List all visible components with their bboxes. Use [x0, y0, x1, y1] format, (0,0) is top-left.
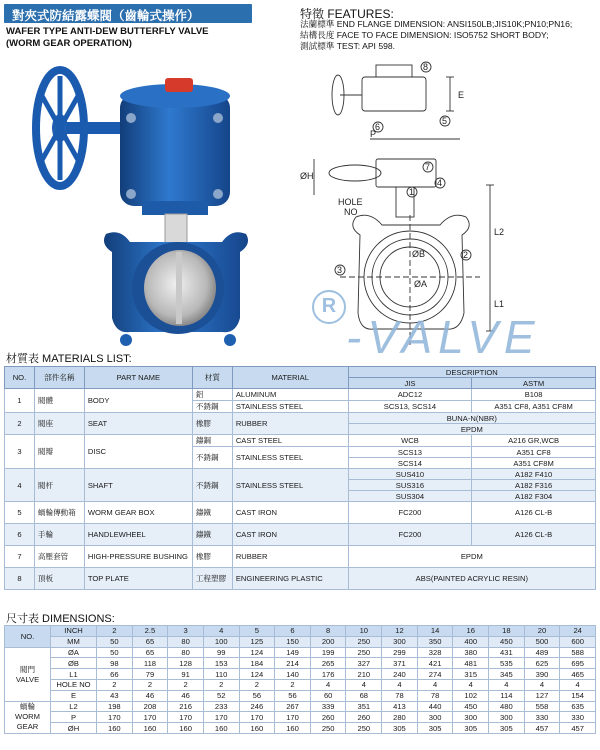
table-row: [5, 712, 596, 723]
cell-value: 300: [453, 712, 489, 723]
cell-value: 99: [203, 647, 239, 658]
cell-value: 450: [453, 701, 489, 712]
cell-astm: A216 GR,WCB: [472, 435, 596, 447]
cell-material: CAST IRON: [232, 502, 348, 524]
cell-inch: 24: [560, 626, 596, 637]
materials-table: [4, 366, 596, 590]
subtitle-line-1: WAFER TYPE ANTI-DEW BUTTERFLY VALVE: [6, 26, 209, 37]
cell-value: 588: [560, 647, 596, 658]
table-row: [5, 669, 596, 680]
table-row: [5, 568, 596, 590]
cell-value: 210: [346, 669, 382, 680]
cell-value: 327: [346, 658, 382, 669]
cell-value: 2: [97, 679, 133, 690]
cell-astm: A182 F410: [472, 469, 596, 480]
table-row: [5, 469, 596, 480]
table-row: [5, 636, 596, 647]
cell-value: 4: [310, 679, 346, 690]
cell-value: 413: [382, 701, 418, 712]
cell-no-label: NO.: [5, 626, 51, 648]
col-description: DESCRIPTION: [348, 367, 595, 378]
registered-mark-icon: R: [312, 290, 346, 324]
group-valve-en: VALVE: [15, 675, 40, 685]
features-list: [300, 19, 600, 52]
cell-value: 380: [453, 647, 489, 658]
cell-value: 170: [168, 712, 204, 723]
cell-mat-zh: 橡膠: [192, 413, 232, 435]
cell-mm: 600: [560, 636, 596, 647]
cell-astm: A351 CF8, A351 CF8M: [472, 401, 596, 413]
table-row: [5, 723, 596, 734]
cell-jis: ADC12: [348, 389, 472, 401]
cell-value: 246: [239, 701, 275, 712]
cell-astm: A182 F316: [472, 480, 596, 491]
cell-part-zh: 手輪: [34, 524, 84, 546]
table-row: [5, 435, 596, 447]
dim-label-b: ØB: [412, 249, 426, 259]
cell-part-zh: 蝸輪傳動箱: [34, 502, 84, 524]
cell-value: 184: [239, 658, 275, 669]
cell-mm: 400: [453, 636, 489, 647]
cell-value: 240: [382, 669, 418, 680]
cell-value: 198: [97, 701, 133, 712]
cell-value: 56: [275, 690, 311, 701]
cell-value: 305: [417, 723, 453, 734]
table-row: [5, 626, 596, 637]
cell-jis: SUS410: [348, 469, 472, 480]
cell-jis: FC200: [348, 524, 472, 546]
cell-value: 4: [524, 679, 560, 690]
cell-material: STAINLESS STEEL: [232, 401, 348, 413]
cell-part: SEAT: [84, 413, 192, 435]
cell-value: 176: [310, 669, 346, 680]
dim-label-l1: L1: [494, 299, 505, 309]
cell-value: 305: [453, 723, 489, 734]
cell-value: 170: [132, 712, 168, 723]
cell-value: 91: [168, 669, 204, 680]
callout-4: 4: [437, 178, 443, 188]
subtitle-line-2: (WORM GEAR OPERATION): [6, 38, 132, 49]
cell-value: 153: [203, 658, 239, 669]
cell-dim-label: L2: [51, 701, 97, 712]
cell-dim-label: E: [51, 690, 97, 701]
cell-astm: A126 CL-B: [472, 502, 596, 524]
cell-jis: SUS304: [348, 491, 472, 502]
cell-mm: 500: [524, 636, 560, 647]
cell-material: CAST STEEL: [232, 435, 348, 447]
cell-astm: A182 F304: [472, 491, 596, 502]
cell-part-zh: 閥杆: [34, 469, 84, 502]
cell-value: 214: [275, 658, 311, 669]
cell-value: 351: [346, 701, 382, 712]
feature-row: [300, 41, 600, 52]
cell-description: ABS(PAINTED ACRYLIC RESIN): [348, 568, 595, 590]
cell-material: RUBBER: [232, 546, 348, 568]
cell-value: 170: [239, 712, 275, 723]
cell-value: 124: [239, 669, 275, 680]
cell-value: 46: [168, 690, 204, 701]
valve-photo: [30, 56, 270, 346]
group-valve: [5, 647, 51, 701]
cell-value: 457: [524, 723, 560, 734]
cell-value: 140: [275, 669, 311, 680]
cell-value: 305: [382, 723, 418, 734]
cell-value: 78: [417, 690, 453, 701]
cell-mat-zh: 鑄鋼: [192, 435, 232, 447]
cell-mm: 250: [346, 636, 382, 647]
callout-8: 8: [423, 62, 429, 72]
dimensions-table: [4, 625, 596, 734]
cell-value: 56: [239, 690, 275, 701]
materials-title: 材質表 MATERIALS LIST:: [6, 353, 132, 365]
cell-inch: 4: [203, 626, 239, 637]
cell-dim-label: ØB: [51, 658, 97, 669]
cell-value: 160: [203, 723, 239, 734]
group-valve-zh: 閥門: [19, 665, 36, 675]
cell-mm: 100: [203, 636, 239, 647]
cell-mat-zh: 不銹鋼: [192, 401, 232, 413]
cell-value: 250: [310, 723, 346, 734]
cell-value: 635: [560, 701, 596, 712]
cell-value: 535: [489, 658, 525, 669]
cell-part-zh: 閥座: [34, 413, 84, 435]
cell-inch: 2: [97, 626, 133, 637]
cell-value: 4: [417, 679, 453, 690]
cell-value: 124: [239, 647, 275, 658]
cell-no: 8: [5, 568, 35, 590]
cell-no: 7: [5, 546, 35, 568]
cell-description: BUNA-N(NBR): [348, 413, 595, 424]
cell-value: 330: [524, 712, 560, 723]
col-part-zh: 部件名稱: [34, 367, 84, 389]
col-mat-zh: 材質: [192, 367, 232, 389]
cell-inch-label: INCH: [51, 626, 97, 637]
dim-label-e: E: [458, 90, 465, 100]
cell-value: 4: [346, 679, 382, 690]
dim-label-p: P: [370, 129, 377, 139]
dim-label-a: ØA: [414, 279, 428, 289]
table-row: [5, 546, 596, 568]
cell-mm: 65: [132, 636, 168, 647]
cell-value: 4: [560, 679, 596, 690]
cell-value: 160: [239, 723, 275, 734]
dimensions-title: 尺寸表 DIMENSIONS:: [6, 613, 115, 625]
cell-mm: 300: [382, 636, 418, 647]
cell-value: 2: [203, 679, 239, 690]
cell-value: 489: [524, 647, 560, 658]
cell-part-zh: 閥體: [34, 389, 84, 413]
cell-value: 78: [382, 690, 418, 701]
cell-value: 371: [382, 658, 418, 669]
cell-value: 127: [524, 690, 560, 701]
cell-inch: 20: [524, 626, 560, 637]
cell-astm: A351 CF8: [472, 447, 596, 458]
cell-value: 128: [168, 658, 204, 669]
cell-value: 118: [132, 658, 168, 669]
cell-jis: SUS316: [348, 480, 472, 491]
cell-value: 260: [346, 712, 382, 723]
cell-inch: 3: [168, 626, 204, 637]
cell-value: 274: [417, 669, 453, 680]
brand-watermark: -VALVE: [346, 311, 541, 363]
cell-jis: SCS14: [348, 458, 472, 469]
cell-value: 216: [168, 701, 204, 712]
cell-value: 345: [489, 669, 525, 680]
table-row: [5, 389, 596, 401]
cell-inch: 10: [346, 626, 382, 637]
cell-value: 280: [382, 712, 418, 723]
cell-value: 233: [203, 701, 239, 712]
cell-value: 79: [132, 669, 168, 680]
cell-value: 431: [489, 647, 525, 658]
col-jis: JIS: [348, 378, 472, 389]
feature-text: FACE TO FACE DIMENSION: ISO5752 SHORT BODY;: [336, 30, 549, 40]
group-gear-label: GEAR: [16, 722, 39, 732]
cell-value: 300: [417, 712, 453, 723]
cell-value: 154: [560, 690, 596, 701]
cell-inch: 2.5: [132, 626, 168, 637]
cell-mm: 350: [417, 636, 453, 647]
cell-value: 68: [346, 690, 382, 701]
col-material: MATERIAL: [232, 367, 348, 389]
table-row: [5, 524, 596, 546]
cell-value: 481: [453, 658, 489, 669]
cell-value: 160: [275, 723, 311, 734]
cell-inch: 16: [453, 626, 489, 637]
cell-mm: 150: [275, 636, 311, 647]
cell-material: STAINLESS STEEL: [232, 447, 348, 469]
cell-part: HIGH-PRESSURE BUSHING: [84, 546, 192, 568]
feature-row: [300, 30, 600, 41]
cell-value: 149: [275, 647, 311, 658]
cell-mm: 50: [97, 636, 133, 647]
cell-value: 4: [382, 679, 418, 690]
valve-body-icon: [104, 232, 248, 346]
cell-no: 6: [5, 524, 35, 546]
cell-value: 480: [489, 701, 525, 712]
cell-value: 2: [168, 679, 204, 690]
cell-dim-label: P: [51, 712, 97, 723]
cell-mm: 450: [489, 636, 525, 647]
cell-value: 421: [417, 658, 453, 669]
cell-value: 80: [168, 647, 204, 658]
cell-value: 305: [489, 723, 525, 734]
table-row: [5, 679, 596, 690]
cell-value: 2: [275, 679, 311, 690]
cell-inch: 12: [382, 626, 418, 637]
cell-part-zh: 頂板: [34, 568, 84, 590]
cell-jis: FC200: [348, 502, 472, 524]
cell-mat-zh: 鑄鐵: [192, 502, 232, 524]
cell-value: 300: [489, 712, 525, 723]
cell-mm: 125: [239, 636, 275, 647]
feature-label: 結構長度: [300, 30, 335, 40]
callout-2: 2: [463, 250, 469, 260]
cell-value: 558: [524, 701, 560, 712]
callout-7: 7: [425, 162, 431, 172]
feature-label: 法蘭標準: [300, 19, 335, 29]
cell-part: HANDLEWHEEL: [84, 524, 192, 546]
dim-label-hole: HOLE: [338, 197, 363, 207]
cell-value: 2: [239, 679, 275, 690]
cell-inch: 5: [239, 626, 275, 637]
cell-part: WORM GEAR BOX: [84, 502, 192, 524]
table-row: [5, 647, 596, 658]
cell-part-zh: 閥瓣: [34, 435, 84, 469]
feature-text: END FLANGE DIMENSION: ANSI150LB;JIS10K;PN10;PN16;: [336, 19, 573, 29]
cell-material: STAINLESS STEEL: [232, 469, 348, 502]
feature-label: 測試標準: [300, 41, 335, 51]
cell-value: 330: [560, 712, 596, 723]
cell-value: 65: [132, 647, 168, 658]
cell-value: 625: [524, 658, 560, 669]
cell-part: DISC: [84, 435, 192, 469]
page-title: 對夾式防結露蝶閥（齒輪式操作）: [4, 4, 252, 23]
table-row: [5, 658, 596, 669]
cell-value: 4: [453, 679, 489, 690]
cell-value: 208: [132, 701, 168, 712]
cell-value: 339: [310, 701, 346, 712]
cell-value: 2: [132, 679, 168, 690]
callout-5: 5: [442, 116, 448, 126]
cell-material: ENGINEERING PLASTIC: [232, 568, 348, 590]
cell-value: 265: [310, 658, 346, 669]
cell-dim-label: HOLE NO: [51, 679, 97, 690]
col-part: PART NAME: [84, 367, 192, 389]
cell-mat-zh: 不銹鋼: [192, 469, 232, 502]
cell-mat-zh: 鋁: [192, 389, 232, 401]
handwheel-icon: [36, 70, 130, 186]
cell-jis: WCB: [348, 435, 472, 447]
cell-description: EPDM: [348, 424, 595, 435]
cell-part: BODY: [84, 389, 192, 413]
cell-no: 1: [5, 389, 35, 413]
cell-value: 50: [97, 647, 133, 658]
table-row: [5, 413, 596, 424]
table-row: [5, 701, 596, 712]
cell-part-zh: 高壓套管: [34, 546, 84, 568]
group-gear-label: 蝸輪: [19, 702, 36, 712]
cell-dim-label: L1: [51, 669, 97, 680]
dim-label-no: NO: [344, 207, 358, 217]
feature-row: [300, 19, 600, 30]
cell-value: 102: [453, 690, 489, 701]
cell-value: 299: [382, 647, 418, 658]
dim-label-l2: L2: [494, 227, 505, 237]
cell-mat-zh: 工程塑膠: [192, 568, 232, 590]
cell-value: 110: [203, 669, 239, 680]
cell-description: EPDM: [348, 546, 595, 568]
cell-mm: 80: [168, 636, 204, 647]
cell-material: ALUMINUM: [232, 389, 348, 401]
cell-jis: SCS13, SCS14: [348, 401, 472, 413]
cell-value: 4: [489, 679, 525, 690]
cell-no: 3: [5, 435, 35, 469]
cell-mm-label: MM: [51, 636, 97, 647]
cell-value: 160: [132, 723, 168, 734]
cell-value: 114: [489, 690, 525, 701]
cell-value: 98: [97, 658, 133, 669]
cell-dim-label: ØA: [51, 647, 97, 658]
cell-value: 315: [453, 669, 489, 680]
cell-value: 66: [97, 669, 133, 680]
cell-value: 170: [97, 712, 133, 723]
group-worm-gear: [5, 701, 51, 733]
cell-value: 390: [524, 669, 560, 680]
cell-value: 250: [346, 647, 382, 658]
cell-inch: 8: [310, 626, 346, 637]
cell-value: 199: [310, 647, 346, 658]
table-row: [5, 690, 596, 701]
col-astm: ASTM: [472, 378, 596, 389]
cell-mat-zh: 鑄鐵: [192, 524, 232, 546]
features-heading: 特徵 FEATURES:: [300, 7, 394, 21]
callout-3: 3: [337, 265, 343, 275]
cell-astm: B108: [472, 389, 596, 401]
cell-value: 695: [560, 658, 596, 669]
cell-material: CAST IRON: [232, 524, 348, 546]
cell-mm: 200: [310, 636, 346, 647]
cell-value: 160: [168, 723, 204, 734]
callout-6: 6: [375, 122, 381, 132]
cell-value: 328: [417, 647, 453, 658]
cell-material: RUBBER: [232, 413, 348, 435]
col-no: NO.: [5, 367, 35, 389]
callout-1: 1: [409, 187, 415, 197]
table-row: [5, 502, 596, 524]
cell-value: 465: [560, 669, 596, 680]
cell-dim-label: ØH: [51, 723, 97, 734]
cell-astm: A351 CF8M: [472, 458, 596, 469]
cell-value: 170: [203, 712, 239, 723]
cell-no: 4: [5, 469, 35, 502]
product-subtitle: [6, 26, 266, 50]
cell-mat-zh: 橡膠: [192, 546, 232, 568]
cell-inch: 6: [275, 626, 311, 637]
group-gear-label: WORM: [15, 712, 40, 722]
cell-part: SHAFT: [84, 469, 192, 502]
cell-part: TOP PLATE: [84, 568, 192, 590]
dim-label-h: ØH: [300, 171, 314, 181]
cell-value: 440: [417, 701, 453, 712]
cell-astm: A126 CL-B: [472, 524, 596, 546]
cell-value: 46: [132, 690, 168, 701]
cell-mat-zh: 不銹鋼: [192, 447, 232, 469]
feature-text: TEST: API 598.: [336, 41, 396, 51]
cell-value: 43: [97, 690, 133, 701]
cell-value: 52: [203, 690, 239, 701]
cell-no: 5: [5, 502, 35, 524]
cell-value: 260: [310, 712, 346, 723]
cell-value: 160: [97, 723, 133, 734]
cell-no: 2: [5, 413, 35, 435]
cell-inch: 18: [489, 626, 525, 637]
cell-jis: SCS13: [348, 447, 472, 458]
cell-inch: 14: [417, 626, 453, 637]
cell-value: 60: [310, 690, 346, 701]
cell-value: 170: [275, 712, 311, 723]
cell-value: 457: [560, 723, 596, 734]
cell-value: 250: [346, 723, 382, 734]
cell-value: 267: [275, 701, 311, 712]
gearbox-icon: [120, 78, 230, 215]
